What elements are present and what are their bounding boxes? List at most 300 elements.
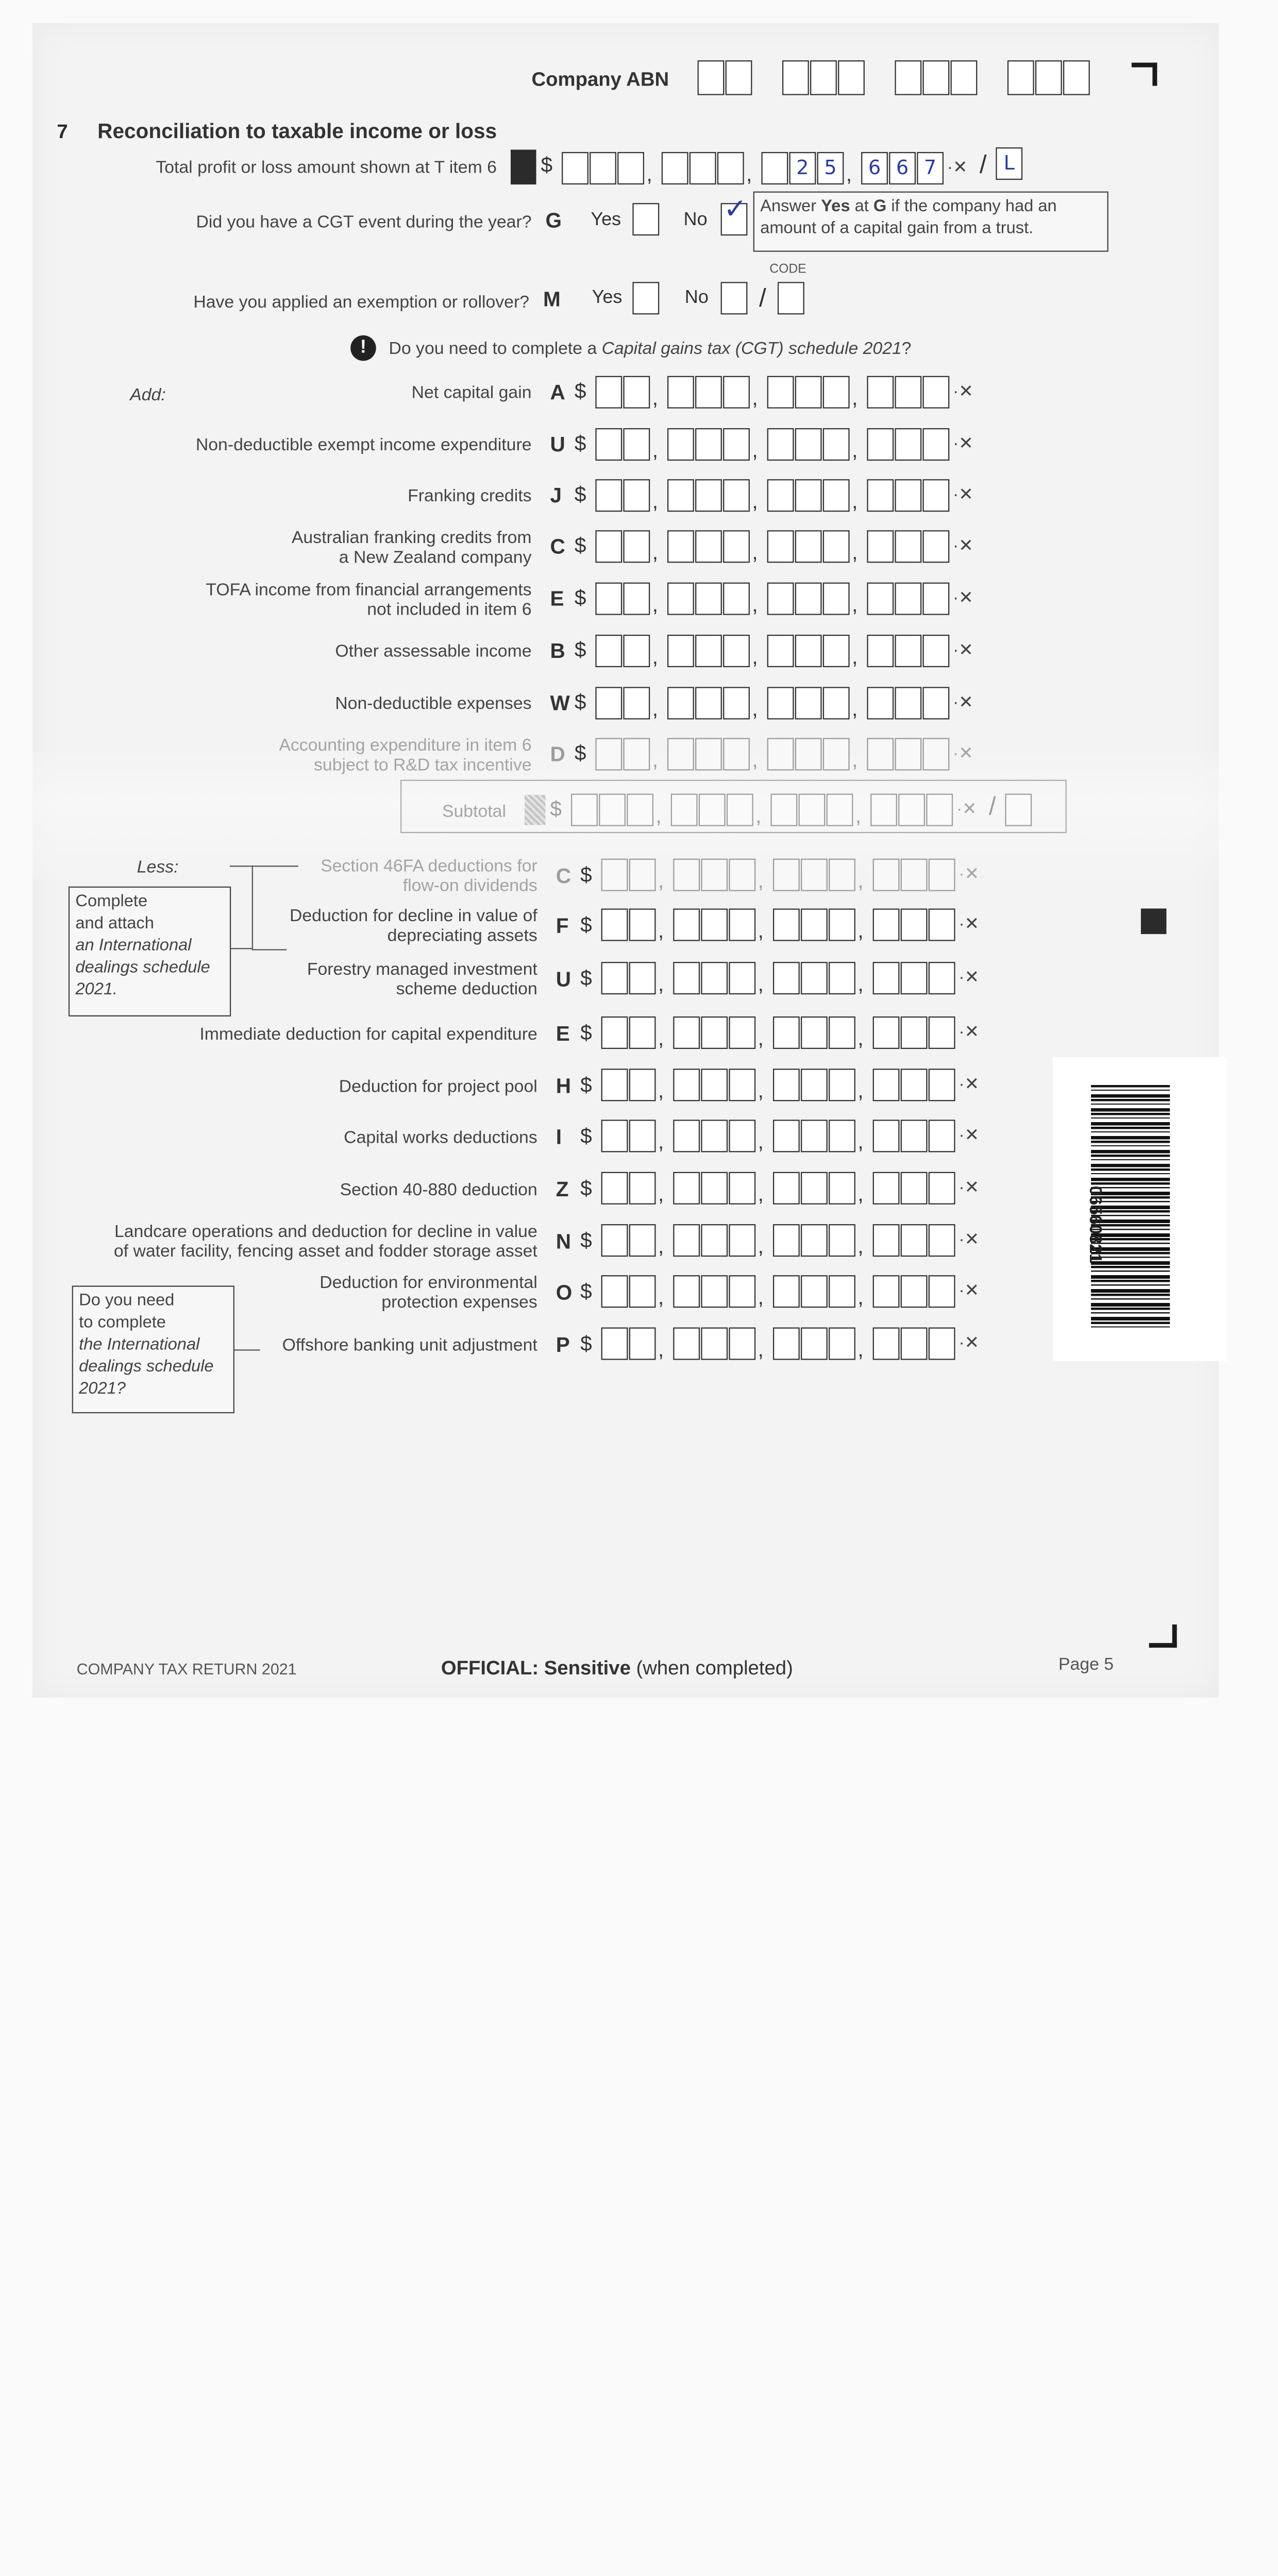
less-row-digit-box[interactable] <box>673 859 700 891</box>
add-row-thousands-separator: , <box>852 645 858 669</box>
less-row-digit-box[interactable] <box>601 859 628 891</box>
abn-digit-box[interactable] <box>922 60 949 95</box>
less-row-thousands-separator: , <box>658 1079 664 1103</box>
total-profit-digit-box[interactable] <box>562 152 588 184</box>
less-label: Less: <box>137 857 179 877</box>
add-row-digit-box[interactable] <box>922 635 949 667</box>
cgt-no-tick: ✓ <box>724 192 747 225</box>
less-row-digit-box[interactable] <box>901 1224 928 1257</box>
less-row-cents-cross: ·✕ <box>959 1022 979 1042</box>
add-row-digit-box[interactable] <box>595 687 622 719</box>
less-row-digit-box[interactable] <box>873 859 900 891</box>
add-row-digit-box[interactable] <box>667 738 694 770</box>
less-row-digit-box[interactable] <box>729 1016 755 1049</box>
add-row-digit-box[interactable] <box>895 635 921 667</box>
less-row-label: Capital works deductions <box>344 1128 537 1148</box>
add-row-digit-box[interactable] <box>723 738 750 770</box>
abn-digit-box[interactable] <box>698 60 725 95</box>
add-row-label: Accounting expenditure in item 6 subject to R&D tax incentive <box>279 735 532 775</box>
less-row-digit-box[interactable] <box>601 1016 628 1049</box>
add-row-digit-box[interactable] <box>623 376 650 409</box>
less-row-digit-box[interactable] <box>773 859 800 891</box>
less-row-digit-box[interactable] <box>929 1016 955 1049</box>
less-row-digit-box[interactable] <box>801 1328 828 1360</box>
less-row-digit-box[interactable] <box>601 962 628 994</box>
less-row-digit-box[interactable] <box>701 908 728 941</box>
cgt-schedule-pre: Do you need to complete a <box>389 338 602 359</box>
subtotal-digit-box[interactable] <box>926 794 953 826</box>
add-row-digit-box[interactable] <box>895 530 921 563</box>
less-row-digit-box[interactable] <box>929 1069 955 1101</box>
add-row-digit-box[interactable] <box>667 635 694 667</box>
abn-digit-box[interactable] <box>726 60 752 95</box>
less-row-digit-box[interactable] <box>801 1016 828 1049</box>
add-row-digit-box[interactable] <box>867 376 894 409</box>
less-row-digit-box[interactable] <box>801 1120 828 1152</box>
offshore-note-line <box>232 1349 260 1350</box>
add-row-digit-box[interactable] <box>667 530 694 563</box>
add-row-digit-box[interactable] <box>922 530 949 563</box>
add-row-digit-box[interactable] <box>623 583 650 615</box>
add-row-digit-box[interactable] <box>695 687 722 719</box>
add-row-digit-box[interactable] <box>823 428 850 461</box>
add-row-digit-box[interactable] <box>823 738 850 770</box>
less-row-digit-box[interactable] <box>773 1016 800 1049</box>
total-profit-handwritten-digit: 7 <box>923 157 937 180</box>
abn-digit-box[interactable] <box>838 60 865 95</box>
exemption-no-label: No <box>684 287 709 308</box>
exemption-code-box[interactable] <box>778 282 804 314</box>
less-row-digit-box[interactable] <box>801 1224 828 1257</box>
less-row-digit-box[interactable] <box>729 962 755 994</box>
add-row-digit-box[interactable] <box>767 530 794 563</box>
add-row-digit-box[interactable] <box>695 376 722 409</box>
add-row-thousands-separator: , <box>852 438 858 462</box>
total-profit-digit-box[interactable] <box>690 152 716 184</box>
add-row-digit-box[interactable] <box>595 530 622 563</box>
add-row-digit-box[interactable] <box>895 479 921 512</box>
less-row-digit-box[interactable] <box>673 1069 700 1101</box>
less-row-digit-box[interactable] <box>773 1172 800 1205</box>
less-row-letter: C <box>556 864 571 888</box>
less-row-digit-box[interactable] <box>829 908 855 941</box>
less-row-digit-box[interactable] <box>701 1172 728 1205</box>
add-row-dollar: $ <box>574 690 586 714</box>
less-row-digit-box[interactable] <box>929 962 955 994</box>
add-row-digit-box[interactable] <box>695 428 722 461</box>
add-row-digit-box[interactable] <box>795 635 822 667</box>
add-row-cents-cross: ·✕ <box>953 692 973 713</box>
subtotal-digit-box[interactable] <box>671 794 698 826</box>
less-row-digit-box[interactable] <box>829 1275 855 1308</box>
add-row-digit-box[interactable] <box>795 376 822 409</box>
subtotal-digit-box[interactable] <box>898 794 925 826</box>
less-row-cents-cross: ·✕ <box>959 1281 979 1301</box>
add-row-thousands-separator: , <box>852 697 858 721</box>
less-row-digit-box[interactable] <box>701 1016 728 1049</box>
less-row-digit-box[interactable] <box>929 1224 955 1257</box>
add-row-digit-box[interactable] <box>823 479 850 512</box>
less-row-digit-box[interactable] <box>901 908 928 941</box>
add-row-digit-box[interactable] <box>667 376 694 409</box>
add-row-digit-box[interactable] <box>667 428 694 461</box>
less-row-thousands-separator: , <box>658 1182 664 1206</box>
add-row-letter: E <box>550 587 564 611</box>
less-row-digit-box[interactable] <box>829 1224 855 1257</box>
subtotal-digit-box[interactable] <box>799 794 826 826</box>
less-row-digit-box[interactable] <box>701 1275 728 1308</box>
less-row-thousands-separator: , <box>857 1130 864 1154</box>
less-row-thousands-separator: , <box>658 1337 664 1361</box>
add-row-thousands-separator: , <box>652 386 659 410</box>
add-row-digit-box[interactable] <box>595 376 622 409</box>
less-row-digit-box[interactable] <box>873 908 900 941</box>
less-row-digit-box[interactable] <box>901 1172 928 1205</box>
less-row-digit-box[interactable] <box>901 1275 928 1308</box>
less-row-cents-cross: ·✕ <box>959 1333 979 1353</box>
ids-question-line3 <box>79 1334 227 1357</box>
add-row-digit-box[interactable] <box>895 687 921 719</box>
add-row-digit-box[interactable] <box>767 428 794 461</box>
add-row-digit-box[interactable] <box>867 428 894 461</box>
less-row-digit-box[interactable] <box>729 859 755 891</box>
add-row-digit-box[interactable] <box>623 530 650 563</box>
less-row-digit-box[interactable] <box>673 908 700 941</box>
less-row-digit-box[interactable] <box>901 1120 928 1152</box>
add-row-digit-box[interactable] <box>695 479 722 512</box>
subtotal-digit-box[interactable] <box>727 794 753 826</box>
less-row-digit-box[interactable] <box>773 1224 800 1257</box>
add-row-digit-box[interactable] <box>623 687 650 719</box>
less-row-digit-box[interactable] <box>901 1016 928 1049</box>
add-row-digit-box[interactable] <box>767 687 794 719</box>
add-row-cents-cross: ·✕ <box>953 588 973 608</box>
subtotal-digit-box[interactable] <box>870 794 897 826</box>
less-row-digit-box[interactable] <box>701 1069 728 1101</box>
less-row-thousands-separator: , <box>758 1027 764 1050</box>
add-row-thousands-separator: , <box>652 748 659 772</box>
add-row-digit-box[interactable] <box>922 583 949 615</box>
total-profit-handwritten-digit: 2 <box>796 157 809 180</box>
add-row-digit-box[interactable] <box>895 583 921 615</box>
add-row-digit-box[interactable] <box>723 428 750 461</box>
exemption-question: Have you applied an exemption or rollover? <box>193 292 530 312</box>
add-row-digit-box[interactable] <box>595 635 622 667</box>
less-row-digit-box[interactable] <box>801 859 828 891</box>
add-row-digit-box[interactable] <box>623 479 650 512</box>
add-row-digit-box[interactable] <box>795 428 822 461</box>
add-row-digit-box[interactable] <box>667 583 694 615</box>
less-row-digit-box[interactable] <box>673 1224 700 1257</box>
subtotal-slash: / <box>988 791 996 821</box>
add-row-digit-box[interactable] <box>867 530 894 563</box>
add-row-digit-box[interactable] <box>723 635 750 667</box>
subtotal-digit-box[interactable] <box>699 794 726 826</box>
add-row-digit-box[interactable] <box>895 376 921 409</box>
exemption-letter: M <box>543 287 561 311</box>
add-row-thousands-separator: , <box>752 438 758 462</box>
less-row-digit-box[interactable] <box>873 1172 900 1205</box>
less-row-digit-box[interactable] <box>773 1275 800 1308</box>
ids-question-line1: Do you need <box>79 1291 175 1310</box>
subtotal-digit-box[interactable] <box>770 794 797 826</box>
less-row-digit-box[interactable] <box>601 1328 628 1360</box>
add-row-digit-box[interactable] <box>895 738 921 770</box>
cgt-schedule-post: ? <box>901 338 912 359</box>
less-row-digit-box[interactable] <box>873 962 900 994</box>
subtotal-digit-box[interactable] <box>571 794 598 826</box>
cgt-yes-label: Yes <box>591 210 621 230</box>
add-row-digit-box[interactable] <box>795 687 822 719</box>
add-row-digit-box[interactable] <box>767 635 794 667</box>
less-row-digit-box[interactable] <box>701 1224 728 1257</box>
abn-digit-box[interactable] <box>782 60 809 95</box>
less-row-digit-box[interactable] <box>873 1328 900 1360</box>
add-row-digit-box[interactable] <box>595 428 622 461</box>
less-row-letter: I <box>556 1125 562 1149</box>
abn-digit-box[interactable] <box>1063 60 1090 95</box>
registration-mark-top-right <box>1132 63 1157 86</box>
add-row-digit-box[interactable] <box>922 687 949 719</box>
less-row-digit-box[interactable] <box>729 1069 755 1101</box>
add-row-digit-box[interactable] <box>823 635 850 667</box>
cgt-note-post: if the company had an amount of a capital gain from a trust. <box>760 197 1057 238</box>
add-row-digit-box[interactable] <box>795 479 822 512</box>
abn-digit-box[interactable] <box>1007 60 1034 95</box>
subtotal-digit-box[interactable] <box>599 794 626 826</box>
cgt-schedule-prompt <box>389 339 911 359</box>
less-row-label: Offshore banking unit adjustment <box>282 1335 537 1355</box>
less-row-digit-box[interactable] <box>829 1172 855 1205</box>
less-row-digit-box[interactable] <box>829 1328 855 1360</box>
total-profit-digit-box[interactable] <box>717 152 744 184</box>
add-row-digit-box[interactable] <box>623 428 650 461</box>
add-row-digit-box[interactable] <box>695 635 722 667</box>
less-row-thousands-separator: , <box>857 919 864 942</box>
add-row-digit-box[interactable] <box>823 687 850 719</box>
less-row-digit-box[interactable] <box>629 859 656 891</box>
less-row-digit-box[interactable] <box>829 1120 855 1152</box>
less-row-digit-box[interactable] <box>701 1120 728 1152</box>
less-row-digit-box[interactable] <box>873 1275 900 1308</box>
subtotal-loss-code-box[interactable] <box>1005 794 1032 826</box>
add-row-digit-box[interactable] <box>922 428 949 461</box>
total-profit-digit-box[interactable] <box>761 152 788 184</box>
ids-note-box <box>69 887 231 1016</box>
less-row-digit-box[interactable] <box>601 1069 628 1101</box>
add-row-digit-box[interactable] <box>595 583 622 615</box>
less-row-digit-box[interactable] <box>773 908 800 941</box>
less-row-digit-box[interactable] <box>773 1328 800 1360</box>
less-row-digit-box[interactable] <box>929 859 955 891</box>
add-row-digit-box[interactable] <box>823 530 850 563</box>
add-row-digit-box[interactable] <box>723 687 750 719</box>
abn-digit-box[interactable] <box>895 60 921 95</box>
add-row-digit-box[interactable] <box>667 687 694 719</box>
less-row-digit-box[interactable] <box>629 1120 656 1152</box>
add-row-digit-box[interactable] <box>723 479 750 512</box>
add-row-digit-box[interactable] <box>867 635 894 667</box>
add-row-digit-box[interactable] <box>895 428 921 461</box>
add-row-digit-box[interactable] <box>922 376 949 409</box>
ids-question-box <box>72 1285 234 1413</box>
add-row-digit-box[interactable] <box>667 479 694 512</box>
less-row-thousands-separator: , <box>758 1285 764 1309</box>
cgt-note-box <box>753 192 1108 252</box>
less-row-digit-box[interactable] <box>873 1120 900 1152</box>
less-row-digit-box[interactable] <box>801 1172 828 1205</box>
total-profit-digit-box[interactable] <box>662 152 688 184</box>
add-row-digit-box[interactable] <box>922 479 949 512</box>
less-row-digit-box[interactable] <box>673 1275 700 1308</box>
add-row-digit-box[interactable] <box>723 376 750 409</box>
exemption-slash: / <box>759 283 766 312</box>
less-row-label: Forestry managed investment scheme deduction <box>307 959 537 999</box>
less-row-digit-box[interactable] <box>801 1069 828 1101</box>
less-row-digit-box[interactable] <box>601 1172 628 1205</box>
less-row-digit-box[interactable] <box>801 962 828 994</box>
less-row-digit-box[interactable] <box>873 1069 900 1101</box>
less-row-digit-box[interactable] <box>701 859 728 891</box>
less-row-digit-box[interactable] <box>601 908 628 941</box>
total-profit-marker <box>511 150 536 185</box>
exemption-no-checkbox[interactable] <box>721 282 748 314</box>
less-row-digit-box[interactable] <box>829 962 855 994</box>
less-row-digit-box[interactable] <box>701 962 728 994</box>
less-row-digit-box[interactable] <box>729 1328 755 1360</box>
add-row-thousands-separator: , <box>852 489 858 513</box>
cgt-yes-checkbox[interactable] <box>632 203 659 235</box>
less-row-digit-box[interactable] <box>601 1275 628 1308</box>
add-row-label: Non-deductible exempt income expenditure <box>195 435 532 455</box>
less-row-digit-box[interactable] <box>729 908 755 941</box>
less-row-digit-box[interactable] <box>629 1224 656 1257</box>
footer-form-name: COMPANY TAX RETURN 2021 <box>76 1660 297 1678</box>
less-row-dollar: $ <box>580 863 592 887</box>
abn-digit-box[interactable] <box>951 60 978 95</box>
add-row-digit-box[interactable] <box>695 530 722 563</box>
less-row-digit-box[interactable] <box>901 859 928 891</box>
less-row-letter: O <box>556 1281 573 1304</box>
less-row-digit-box[interactable] <box>729 1120 755 1152</box>
add-row-digit-box[interactable] <box>767 583 794 615</box>
add-row-digit-box[interactable] <box>795 583 822 615</box>
barcode-number: 06560821 <box>1085 1185 1105 1264</box>
subtotal-digit-box[interactable] <box>827 794 853 826</box>
add-row-thousands-separator: , <box>752 386 758 410</box>
less-row-digit-box[interactable] <box>929 1120 955 1152</box>
less-row-digit-box[interactable] <box>701 1328 728 1360</box>
add-row-digit-box[interactable] <box>723 530 750 563</box>
less-row-digit-box[interactable] <box>729 1224 755 1257</box>
add-row-digit-box[interactable] <box>795 530 822 563</box>
exemption-yes-checkbox[interactable] <box>632 282 659 314</box>
less-row-digit-box[interactable] <box>901 1328 928 1360</box>
less-row-digit-box[interactable] <box>729 1172 755 1205</box>
abn-digit-box[interactable] <box>1035 60 1062 95</box>
less-row-digit-box[interactable] <box>629 1069 656 1101</box>
add-row-digit-box[interactable] <box>867 583 894 615</box>
less-row-digit-box[interactable] <box>673 1120 700 1152</box>
add-row-digit-box[interactable] <box>922 738 949 770</box>
less-row-thousands-separator: , <box>658 972 664 996</box>
less-row-digit-box[interactable] <box>873 1224 900 1257</box>
less-row-digit-box[interactable] <box>629 1275 656 1308</box>
add-row-digit-box[interactable] <box>767 376 794 409</box>
less-row-digit-box[interactable] <box>673 962 700 994</box>
less-row-thousands-separator: , <box>758 1130 764 1154</box>
less-row-digit-box[interactable] <box>829 859 855 891</box>
add-row-digit-box[interactable] <box>695 583 722 615</box>
less-row-digit-box[interactable] <box>629 1172 656 1205</box>
add-row-digit-box[interactable] <box>767 738 794 770</box>
less-row-digit-box[interactable] <box>629 1016 656 1049</box>
add-row-digit-box[interactable] <box>623 738 650 770</box>
less-row-thousands-separator: , <box>758 919 764 942</box>
add-row-digit-box[interactable] <box>595 479 622 512</box>
less-row-digit-box[interactable] <box>829 1069 855 1101</box>
code-label: CODE <box>769 262 806 277</box>
less-row-digit-box[interactable] <box>801 1275 828 1308</box>
add-row-dollar: $ <box>574 586 586 609</box>
less-row-digit-box[interactable] <box>773 962 800 994</box>
total-profit-digit-box[interactable] <box>617 152 644 184</box>
less-row-thousands-separator: , <box>658 869 664 892</box>
less-row-digit-box[interactable] <box>929 1328 955 1360</box>
less-row-digit-box[interactable] <box>773 1120 800 1152</box>
add-row-dollar: $ <box>574 638 586 662</box>
add-row-digit-box[interactable] <box>595 738 622 770</box>
less-row-digit-box[interactable] <box>829 1016 855 1049</box>
add-row-digit-box[interactable] <box>867 738 894 770</box>
abn-digit-box[interactable] <box>810 60 837 95</box>
less-row-digit-box[interactable] <box>901 1069 928 1101</box>
add-row-digit-box[interactable] <box>823 376 850 409</box>
add-row-digit-box[interactable] <box>867 479 894 512</box>
less-row-digit-box[interactable] <box>673 1328 700 1360</box>
total-profit-digit-box[interactable] <box>590 152 616 184</box>
less-row-digit-box[interactable] <box>673 1016 700 1049</box>
add-row-dollar: $ <box>574 431 586 455</box>
add-row-digit-box[interactable] <box>867 687 894 719</box>
less-row-digit-box[interactable] <box>601 1120 628 1152</box>
add-row-digit-box[interactable] <box>823 583 850 615</box>
add-row-digit-box[interactable] <box>767 479 794 512</box>
less-row-digit-box[interactable] <box>629 908 656 941</box>
less-row-thousands-separator: , <box>857 1285 864 1309</box>
add-row-digit-box[interactable] <box>695 738 722 770</box>
less-row-digit-box[interactable] <box>901 962 928 994</box>
cgt-event-letter: G <box>545 209 562 232</box>
less-row-digit-box[interactable] <box>801 908 828 941</box>
less-row-digit-box[interactable] <box>929 1172 955 1205</box>
less-row-label: Section 40-880 deduction <box>340 1180 537 1200</box>
less-row-digit-box[interactable] <box>873 1016 900 1049</box>
add-row-digit-box[interactable] <box>723 583 750 615</box>
add-row-digit-box[interactable] <box>795 738 822 770</box>
less-row-digit-box[interactable] <box>929 1275 955 1308</box>
add-row-digit-box[interactable] <box>623 635 650 667</box>
less-row-digit-box[interactable] <box>629 1328 656 1360</box>
less-row-digit-box[interactable] <box>929 908 955 941</box>
less-row-digit-box[interactable] <box>629 962 656 994</box>
less-row-digit-box[interactable] <box>673 1172 700 1205</box>
less-row-digit-box[interactable] <box>601 1224 628 1257</box>
add-row-label: Non-deductible expenses <box>335 693 532 714</box>
subtotal-digit-box[interactable] <box>627 794 653 826</box>
less-row-digit-box[interactable] <box>729 1275 755 1308</box>
less-row-digit-box[interactable] <box>773 1069 800 1101</box>
